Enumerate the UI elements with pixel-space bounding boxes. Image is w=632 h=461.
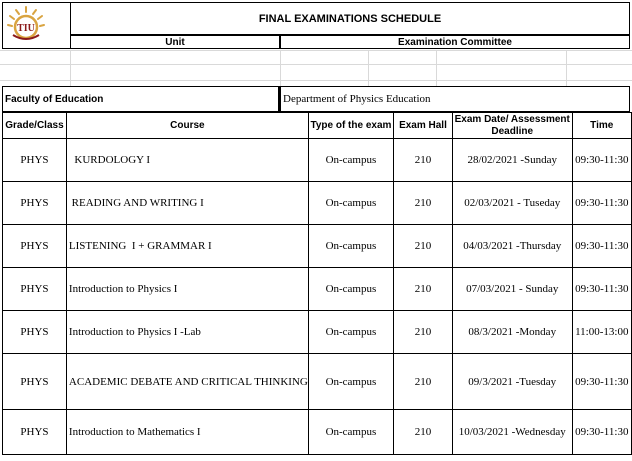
cell-hall: 210 [394,410,453,455]
logo-text: TIU [17,23,35,34]
cell-date: 10/03/2021 -Wednesday [452,410,572,455]
cell-type: On-campus [308,354,393,410]
gridline [0,64,632,65]
cell-course: LISTENING I + GRAMMAR I [66,225,308,268]
cell-time: 11:00-13:00 [572,311,631,354]
cell-time: 09:30-11:30 [572,410,631,455]
cell-date: 08/3/2021 -Monday [452,311,572,354]
cell-time: 09:30-11:30 [572,139,631,182]
cell-grade: PHYS [3,311,67,354]
cell-time: 09:30-11:30 [572,225,631,268]
cell-date: 07/03/2021 - Sunday [452,268,572,311]
gridline [0,50,632,51]
table-row [3,268,632,311]
cell-grade: PHYS [3,182,67,225]
cell-course: Introduction to Mathematics I [66,410,308,455]
column-header-course: Course [66,113,308,139]
page-title: FINAL EXAMINATIONS SCHEDULE [70,2,630,35]
cell-hall: 210 [394,311,453,354]
cell-grade: PHYS [3,354,67,410]
cell-date: 09/3/2021 -Tuesday [452,354,572,410]
column-header-date: Exam Date/ Assessment Deadline [452,113,572,139]
cell-grade: PHYS [3,410,67,455]
cell-type: On-campus [308,139,393,182]
cell-hall: 210 [394,139,453,182]
department-label: Department of Physics Education [280,86,630,112]
gridline [280,50,281,86]
cell-time: 09:30-11:30 [572,182,631,225]
committee-label: Examination Committee [280,35,630,49]
cell-grade: PHYS [3,268,67,311]
table-header-row [3,113,632,139]
column-header-grade: Grade/Class [3,113,67,139]
cell-type: On-campus [308,182,393,225]
cell-date: 02/03/2021 - Tuseday [452,182,572,225]
cell-grade: PHYS [3,225,67,268]
cell-type: On-campus [308,225,393,268]
table-row [3,139,632,182]
gridline [70,50,71,86]
gridline [566,50,567,86]
cell-course: KURDOLOGY I [66,139,308,182]
column-header-type: Type of the exam [308,113,393,139]
table-row [3,354,632,410]
cell-course: Introduction to Physics I [66,268,308,311]
cell-course: ACADEMIC DEBATE AND CRITICAL THINKING [66,354,308,410]
logo-cell [2,2,71,49]
cell-type: On-campus [308,410,393,455]
cell-type: On-campus [308,268,393,311]
cell-course: Introduction to Physics I -Lab [66,311,308,354]
table-row [3,311,632,354]
cell-time: 09:30-11:30 [572,268,631,311]
cell-hall: 210 [394,268,453,311]
cell-time: 09:30-11:30 [572,354,631,410]
column-header-hall: Exam Hall [394,113,453,139]
cell-date: 28/02/2021 -Sunday [452,139,572,182]
cell-grade: PHYS [3,139,67,182]
cell-hall: 210 [394,354,453,410]
table-row [3,410,632,455]
faculty-label: Faculty of Education [2,86,280,112]
cell-date: 04/03/2021 -Thursday [452,225,572,268]
unit-label: Unit [70,35,280,49]
cell-type: On-campus [308,311,393,354]
column-header-time: Time [572,113,631,139]
cell-hall: 210 [394,225,453,268]
cell-hall: 210 [394,182,453,225]
gridline [0,80,632,81]
table-row [3,182,632,225]
gridline [368,50,369,86]
table-row [3,225,632,268]
gridline [436,50,437,86]
university-seal-icon [3,3,70,48]
schedule-table [2,112,632,455]
cell-course: READING AND WRITING I [66,182,308,225]
